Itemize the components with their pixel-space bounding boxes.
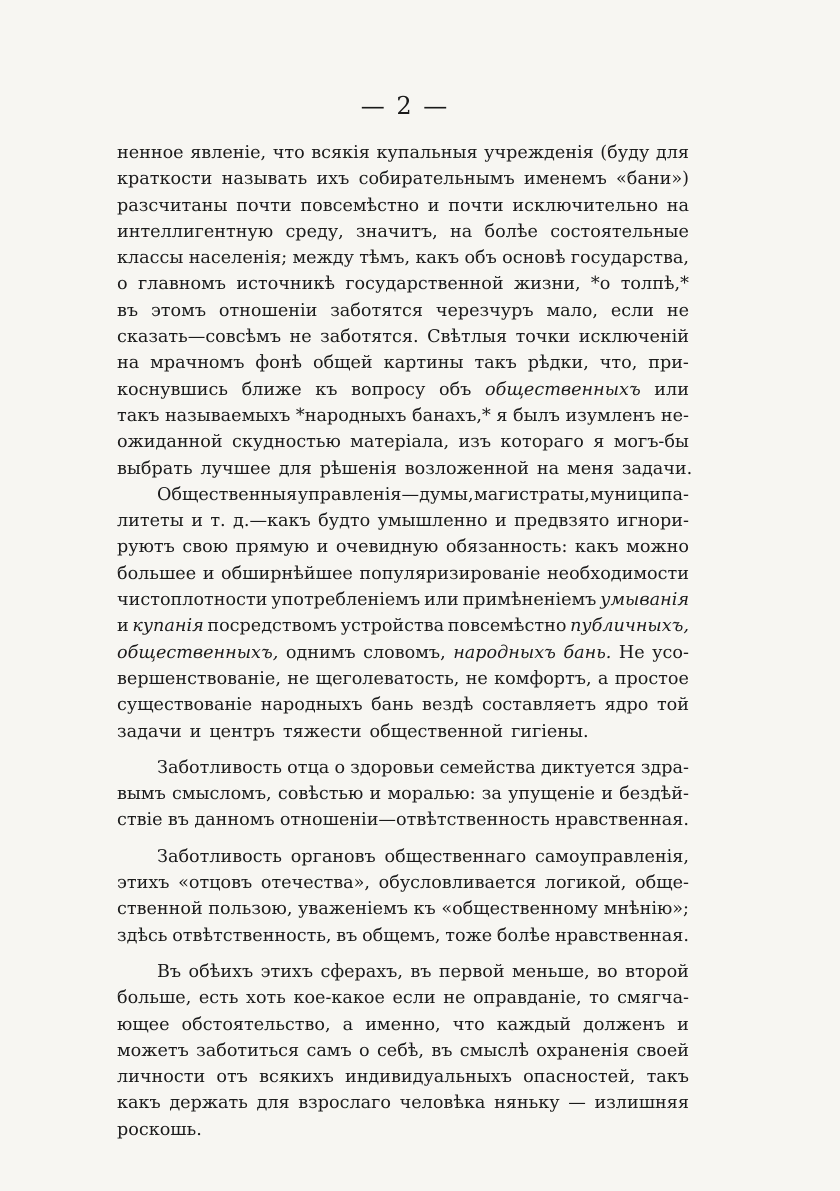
word: больше, — [117, 988, 192, 1009]
word: основѣ — [502, 248, 566, 269]
word: существованіе — [117, 695, 253, 716]
word: въ — [336, 925, 358, 946]
word: на — [450, 221, 473, 242]
word: всякихъ — [259, 1067, 334, 1088]
text-line — [117, 692, 689, 718]
word: есть — [198, 988, 239, 1009]
word: между — [292, 248, 354, 269]
word: управленія—думы, — [297, 484, 474, 505]
word: возложенной — [404, 458, 529, 479]
word: почти — [448, 195, 504, 216]
word: лучшее — [200, 458, 271, 479]
word: главномъ — [137, 274, 226, 295]
word: сказать—совсѣмъ — [117, 327, 282, 348]
word: гигіены. — [511, 721, 589, 742]
word: въ — [167, 810, 189, 831]
word: сферахъ, — [320, 961, 403, 982]
word: вопросу — [351, 379, 426, 400]
word: общемъ, — [362, 925, 441, 946]
word: болѣе — [484, 221, 538, 242]
word: умышленно — [377, 511, 488, 532]
word: объ — [464, 248, 497, 269]
word: большее — [117, 563, 197, 584]
text-line — [117, 193, 689, 219]
word: за — [481, 784, 502, 805]
word: черезчуръ — [435, 300, 534, 321]
text-line — [117, 781, 689, 807]
word: отечества», — [260, 873, 370, 894]
word: на — [536, 458, 560, 479]
word: а — [342, 1014, 354, 1035]
word: задачи — [117, 721, 182, 742]
word: Заботливость — [157, 846, 282, 867]
word: той — [656, 695, 689, 716]
word: могъ-бы — [613, 432, 689, 453]
word: хоть — [246, 988, 286, 1009]
word: публичныхъ, — [570, 616, 689, 637]
word: смягча- — [617, 988, 689, 1009]
word: *народныхъ — [295, 405, 407, 426]
word: о — [334, 757, 346, 778]
word: Заботливость — [157, 757, 282, 778]
text-line — [117, 1038, 689, 1064]
word: разсчитаны — [117, 195, 228, 216]
word: меньше, — [511, 961, 590, 982]
text-line — [117, 959, 689, 985]
word: жизни, — [513, 274, 581, 295]
word: для — [655, 143, 689, 163]
text-line — [117, 844, 689, 870]
word: Въ — [157, 961, 182, 982]
word: учрежденія — [484, 143, 594, 163]
word: можетъ — [117, 1040, 189, 1061]
word: при- — [648, 353, 689, 374]
word: тѣмъ, — [359, 248, 411, 269]
word: какъ — [117, 1093, 161, 1114]
word: какъ — [415, 248, 460, 269]
word: однимъ — [285, 642, 356, 663]
text-line — [117, 1090, 689, 1116]
word: употребленіемъ — [271, 590, 421, 611]
word: государственной — [345, 274, 504, 295]
text-line — [117, 640, 689, 666]
word: если — [610, 300, 655, 321]
word: первой — [438, 961, 505, 982]
word: выбрать — [117, 458, 193, 479]
word: вершенствованіе, — [117, 668, 281, 689]
text-line — [117, 985, 689, 1011]
word: интеллигентную — [117, 221, 274, 242]
word: именно, — [365, 1014, 441, 1035]
word: болѣе — [496, 925, 551, 946]
word: изъ — [458, 432, 492, 453]
word: отъ — [216, 1067, 248, 1088]
word: обстоятельство, — [181, 1014, 331, 1035]
word: ющее — [117, 1014, 170, 1035]
word: магистраты, — [474, 484, 590, 505]
word: упущеніе — [508, 784, 596, 805]
word: именемъ — [523, 169, 607, 190]
word: называемыхъ — [164, 405, 291, 426]
word: этихъ — [117, 873, 170, 894]
word: примѣненіемъ — [462, 590, 597, 611]
word: простое — [614, 668, 689, 689]
text-line — [117, 1117, 689, 1143]
text-line — [117, 1012, 689, 1038]
word: центръ — [209, 721, 275, 742]
word: ближе — [241, 379, 302, 400]
word: няньку — [494, 1093, 560, 1114]
word: (буду — [600, 143, 650, 163]
word: коснувшись — [117, 379, 228, 400]
word: будто — [318, 511, 371, 532]
word: всякія — [311, 143, 370, 163]
word: рѣшенія — [319, 458, 397, 479]
word: здра- — [640, 757, 689, 778]
text-line — [117, 807, 689, 833]
text-line — [117, 534, 689, 560]
text-line — [117, 896, 689, 922]
word: и — [191, 511, 203, 532]
word: взрослаго — [298, 1093, 391, 1114]
word: о — [359, 1040, 370, 1061]
word: нравственная. — [555, 925, 689, 946]
word: общественныхъ, — [117, 642, 279, 663]
word: заботятся. — [320, 327, 419, 348]
word: общественной — [369, 721, 504, 742]
text-line — [117, 870, 689, 896]
word: къ — [315, 379, 338, 400]
word: или — [424, 590, 459, 611]
word: обѣихъ — [188, 961, 254, 982]
page-number: — 2 — — [360, 92, 450, 120]
word: для — [278, 458, 312, 479]
word: щеголеватость, — [315, 668, 460, 689]
word: бездѣй- — [619, 784, 689, 805]
text-line — [117, 508, 689, 534]
word: т. — [210, 511, 226, 532]
word: среду, — [285, 221, 344, 242]
word: банахъ,* — [412, 405, 491, 426]
text-line — [117, 587, 689, 613]
word: держать — [169, 1093, 248, 1114]
word: ихъ — [316, 169, 350, 190]
word: *о — [590, 274, 611, 295]
word: на — [117, 353, 140, 374]
word: былъ — [512, 405, 560, 426]
word: такъ — [646, 1067, 689, 1088]
word: и — [189, 721, 202, 742]
word: смысломъ, — [172, 784, 272, 805]
word: въ — [431, 1040, 453, 1061]
word: тяжести — [282, 721, 362, 742]
word: и — [677, 1014, 689, 1035]
word: кое-какое — [293, 988, 385, 1009]
word: обще- — [635, 873, 689, 894]
text-line — [117, 166, 689, 192]
word: логикой, — [544, 873, 627, 894]
word: на — [666, 195, 689, 216]
text-line — [117, 923, 689, 949]
word: ожиданной — [117, 432, 223, 453]
word: что — [452, 1014, 485, 1035]
word: уваженіемъ — [297, 899, 408, 920]
word: обширнѣйшее — [221, 563, 353, 584]
text-line — [117, 755, 689, 781]
word: котораго — [500, 432, 584, 453]
word: Не — [618, 642, 645, 663]
word: точки — [515, 327, 571, 348]
word: такъ — [117, 405, 160, 426]
word: не — [666, 300, 689, 321]
word: себѣ, — [376, 1040, 425, 1061]
word: и — [427, 195, 440, 216]
word: — — [568, 1093, 586, 1114]
word: я — [593, 432, 605, 453]
word: не — [287, 668, 310, 689]
word: тоже — [445, 925, 493, 946]
word: значитъ, — [356, 221, 438, 242]
word: мнѣнію»; — [603, 899, 689, 920]
text-line — [117, 429, 689, 455]
word: что, — [599, 353, 638, 374]
word: то — [589, 988, 610, 1009]
word: свою — [182, 537, 229, 558]
text-line — [117, 719, 689, 745]
text-line — [117, 482, 689, 508]
word: повсемѣстно — [300, 195, 420, 216]
word: и — [495, 511, 507, 532]
word: рѣдки, — [527, 353, 589, 374]
word: повсемѣстно — [447, 616, 567, 637]
word: этомъ — [150, 300, 207, 321]
word: очевидную — [335, 537, 439, 558]
word: фонѣ — [255, 353, 303, 374]
word: диктуется — [540, 757, 636, 778]
word: человѣка — [399, 1093, 486, 1114]
word: меня — [567, 458, 614, 479]
word: собирательнымъ — [358, 169, 515, 190]
body-text — [117, 140, 693, 1143]
word: что — [272, 143, 305, 163]
word: здоровьи — [350, 757, 435, 778]
word: прямую — [235, 537, 310, 558]
word: населенія; — [188, 248, 288, 269]
word: семейства — [439, 757, 536, 778]
word: опасностей, — [523, 1067, 636, 1088]
text-line — [117, 350, 689, 376]
word: и — [369, 784, 382, 805]
word: общей — [312, 353, 373, 374]
text-line — [117, 377, 689, 403]
word: о — [117, 274, 128, 295]
word: отношеніи—отвѣтственность — [279, 810, 550, 831]
word: картины — [383, 353, 464, 374]
word: муниципа- — [590, 484, 689, 505]
word: состоятельные — [550, 221, 689, 242]
word: Свѣтлыя — [427, 327, 508, 348]
word: «отцовъ — [178, 873, 253, 894]
word: ственной — [117, 899, 203, 920]
text-line — [117, 324, 689, 350]
word: а — [597, 668, 609, 689]
word: отца — [287, 757, 330, 778]
word: моралью: — [387, 784, 476, 805]
word: народныхъ — [260, 695, 363, 716]
text-line — [117, 271, 689, 297]
word: второй — [625, 961, 689, 982]
word: «бани») — [616, 169, 689, 190]
word: личности — [117, 1067, 206, 1088]
word: къ — [413, 899, 436, 920]
word: исключительно — [512, 195, 659, 216]
word: явленіе, — [190, 143, 267, 163]
word: народныхъ — [453, 642, 556, 663]
word: не — [289, 327, 312, 348]
text-line — [117, 613, 689, 639]
word: «общественному — [441, 899, 599, 920]
word: источникѣ — [236, 274, 335, 295]
word: въ — [117, 300, 139, 321]
word: можно — [626, 537, 689, 558]
word: умыванія — [600, 590, 689, 611]
word: долженъ — [583, 1014, 666, 1035]
text-line — [117, 403, 689, 429]
text-line — [117, 140, 689, 166]
word: самъ — [306, 1040, 352, 1061]
word: во — [597, 961, 618, 982]
word: классы — [117, 248, 184, 269]
word: купанія — [132, 616, 204, 637]
word: самоуправленія, — [534, 846, 689, 867]
word: вездѣ — [422, 695, 474, 716]
word: изумленъ — [565, 405, 656, 426]
word: каждый — [496, 1014, 571, 1035]
word: своей — [636, 1040, 689, 1061]
word: скудностью — [231, 432, 341, 453]
word: комфортъ, — [494, 668, 592, 689]
word: игнори- — [616, 511, 689, 532]
word: мало, — [546, 300, 598, 321]
word: и — [117, 616, 129, 637]
word: исключеній — [578, 327, 689, 348]
word: и — [316, 537, 329, 558]
text-line — [117, 219, 689, 245]
word: отношеніи — [218, 300, 318, 321]
word: государства, — [570, 248, 689, 269]
word: усо- — [652, 642, 689, 663]
text-line — [117, 298, 689, 324]
word: и — [202, 563, 215, 584]
word: ствіе — [117, 810, 163, 831]
word: составляетъ — [481, 695, 597, 716]
word: д.—какъ — [233, 511, 311, 532]
word: излишняя — [594, 1093, 689, 1114]
word: толпѣ,* — [620, 274, 689, 295]
word: Общественныя — [157, 484, 298, 505]
word: краткости — [117, 169, 213, 190]
word: ядро — [604, 695, 649, 716]
word: охраненія — [536, 1040, 630, 1061]
word: такъ — [474, 353, 517, 374]
word: и — [601, 784, 613, 805]
word: необходимости — [546, 563, 689, 584]
word: не — [465, 668, 488, 689]
word: индивидуальныхъ — [344, 1067, 512, 1088]
word: почти — [236, 195, 292, 216]
word: руютъ — [117, 537, 175, 558]
word: общественныхъ — [484, 379, 641, 400]
word: словомъ, — [363, 642, 446, 663]
word: нравственная. — [555, 810, 689, 831]
word: если — [392, 988, 436, 1009]
word: пользою, — [208, 899, 293, 920]
text-line — [117, 1064, 689, 1090]
word: бань. — [563, 642, 612, 663]
word: органовъ — [290, 846, 376, 867]
word: заботятся — [330, 300, 423, 321]
text-line — [117, 561, 689, 587]
word: общественнаго — [384, 846, 527, 867]
word: роскошь. — [117, 1119, 202, 1140]
word: отвѣтственность, — [172, 925, 332, 946]
text-line — [117, 456, 693, 482]
word: купальныя — [376, 143, 478, 163]
word: заботиться — [196, 1040, 300, 1061]
word: литеты — [117, 511, 184, 532]
word: предвзято — [514, 511, 610, 532]
word: для — [256, 1093, 290, 1114]
word: данномъ — [194, 810, 275, 831]
word: посредствомъ — [207, 616, 338, 637]
word: вымъ — [117, 784, 166, 805]
word: оправданіе, — [472, 988, 582, 1009]
word: ненное — [117, 143, 184, 163]
word: мрачномъ — [150, 353, 245, 374]
word: какъ — [574, 537, 619, 558]
word: не- — [660, 405, 689, 426]
word: смыслѣ — [459, 1040, 529, 1061]
word: я — [496, 405, 508, 426]
word: этихъ — [260, 961, 314, 982]
word: объ — [438, 379, 472, 400]
word: совѣстью — [277, 784, 364, 805]
text-line — [117, 666, 689, 692]
word: обусловливается — [378, 873, 537, 894]
word: здѣсь — [117, 925, 168, 946]
word: чистоплотности — [117, 590, 268, 611]
word: не — [443, 988, 466, 1009]
word: бань — [371, 695, 414, 716]
word: обязанность: — [445, 537, 568, 558]
text-line — [117, 245, 689, 271]
word: въ — [410, 961, 432, 982]
word: устройства — [340, 616, 445, 637]
word: называть — [221, 169, 308, 190]
word: задачи. — [621, 458, 693, 479]
word: или — [654, 379, 689, 400]
word: популяризированіе — [359, 563, 541, 584]
word: матеріала, — [350, 432, 450, 453]
